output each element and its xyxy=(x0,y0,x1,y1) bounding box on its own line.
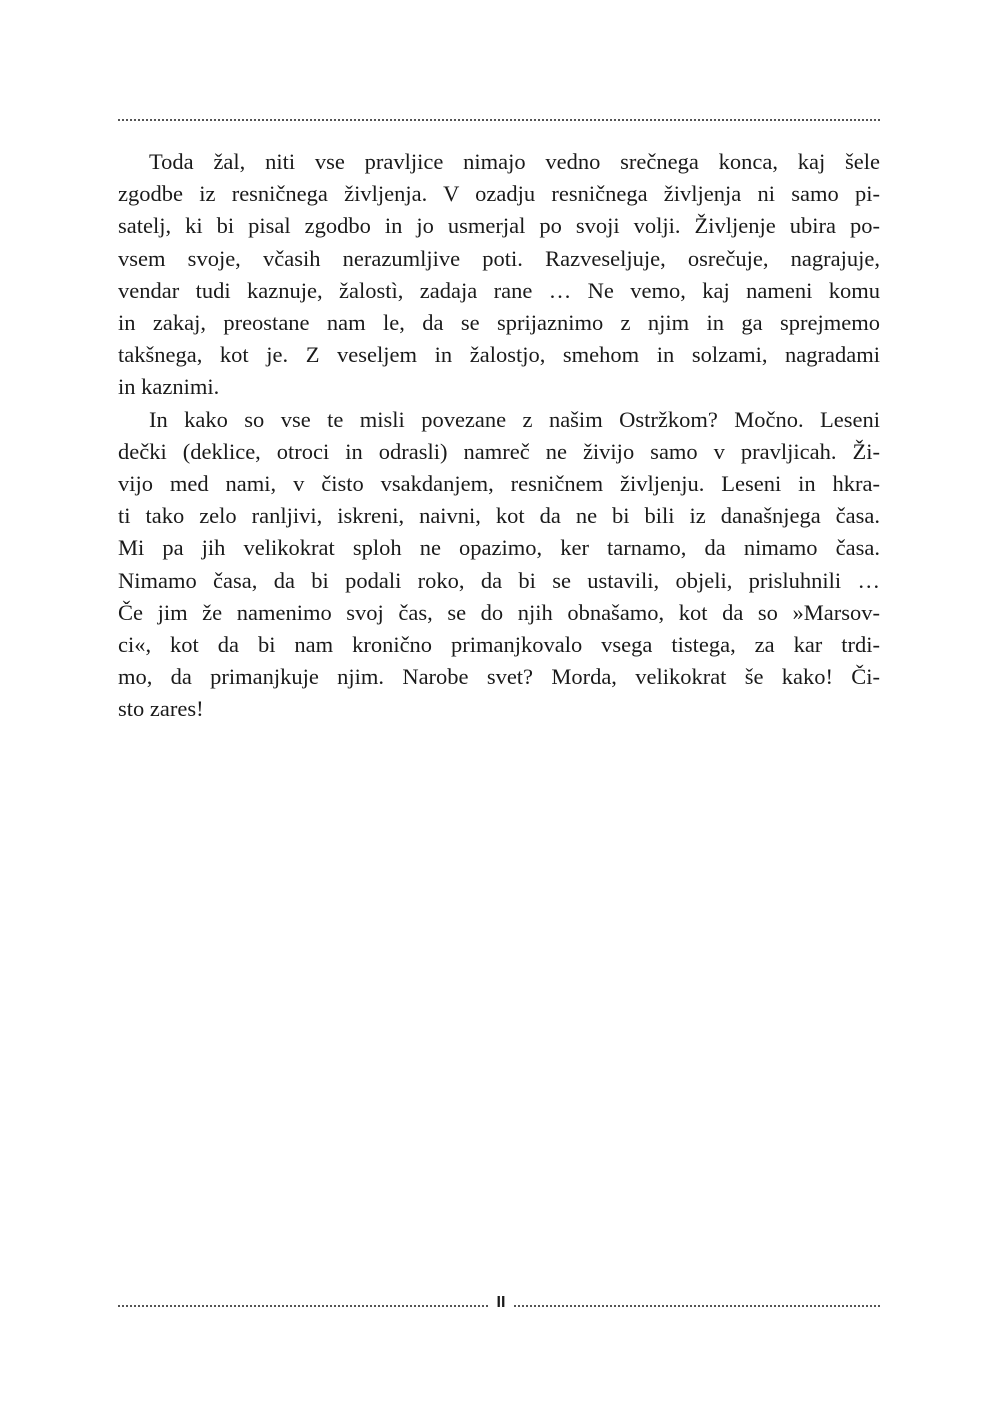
footer-dotted-rule-left xyxy=(118,1305,488,1307)
text-line: in zakaj, preostane nam le, da se sprijaznimo z njim in ga sprejmemo xyxy=(118,310,880,336)
text-line: Toda žal, niti vse pravljice nimajo vedno srečnega konca, kaj šele xyxy=(149,149,880,174)
text-line: zgodbe iz resničnega življenja. V ozadju resničnega življenja ni samo pi- xyxy=(118,181,880,207)
text-line: dečki (deklice, otroci in odrasli) namreč ne živijo samo v pravljicah. Ži- xyxy=(118,438,880,464)
text-line: satelj, ki bi pisal zgodbo in jo usmerjal po svoji volji. Življenje ubira po- xyxy=(118,213,880,239)
footer-dotted-rule-right xyxy=(514,1305,880,1307)
text-line: Mi pa jih velikokrat sploh ne opazimo, ker tarnamo, da nimamo časa. xyxy=(118,535,880,561)
text-line: vsem svoje, včasih nerazumljive poti. Razveseljuje, osrečuje, nagrajuje, xyxy=(118,245,880,271)
text-line: ci«, kot da bi nam kronično primanjkovalo vsega tistega, za kar trdi- xyxy=(118,632,880,658)
text-line: Nimamo časa, da bi podali roko, da bi se ustavili, objeli, prisluhnili … xyxy=(118,567,880,593)
top-dotted-rule xyxy=(118,119,880,121)
paragraph-1 xyxy=(118,146,880,404)
text-line: sto zares! xyxy=(118,696,204,722)
text-line: In kako so vse te misli povezane z našim Ostržkom? Močno. Leseni xyxy=(149,406,880,432)
paragraph-2 xyxy=(118,404,880,726)
page-number: II xyxy=(496,1294,506,1311)
text-line: Če jim že namenimo svoj čas, se do njih obnašamo, kot da so »Marsov- xyxy=(118,599,880,625)
text-line: vendar tudi kaznuje, žalostì, zadaja rane … Ne vemo, kaj nameni komu xyxy=(118,277,880,303)
text-line: ti tako zelo ranljivi, iskreni, naivni, kot da ne bi bili iz današnjega časa. xyxy=(118,503,880,529)
text-line: in kaznimi. xyxy=(118,374,220,400)
text-line: takšnega, kot je. Z veseljem in žalostjo, smehom in solzami, nagradami xyxy=(118,342,880,368)
text-line: mo, da primanjkuje njim. Narobe svet? Morda, velikokrat še kako! Či- xyxy=(118,664,880,690)
page-body xyxy=(118,146,880,726)
text-line: vijo med nami, v čisto vsakdanjem, resničnem življenju. Leseni in hkra- xyxy=(118,471,880,497)
page-footer xyxy=(118,1296,880,1316)
